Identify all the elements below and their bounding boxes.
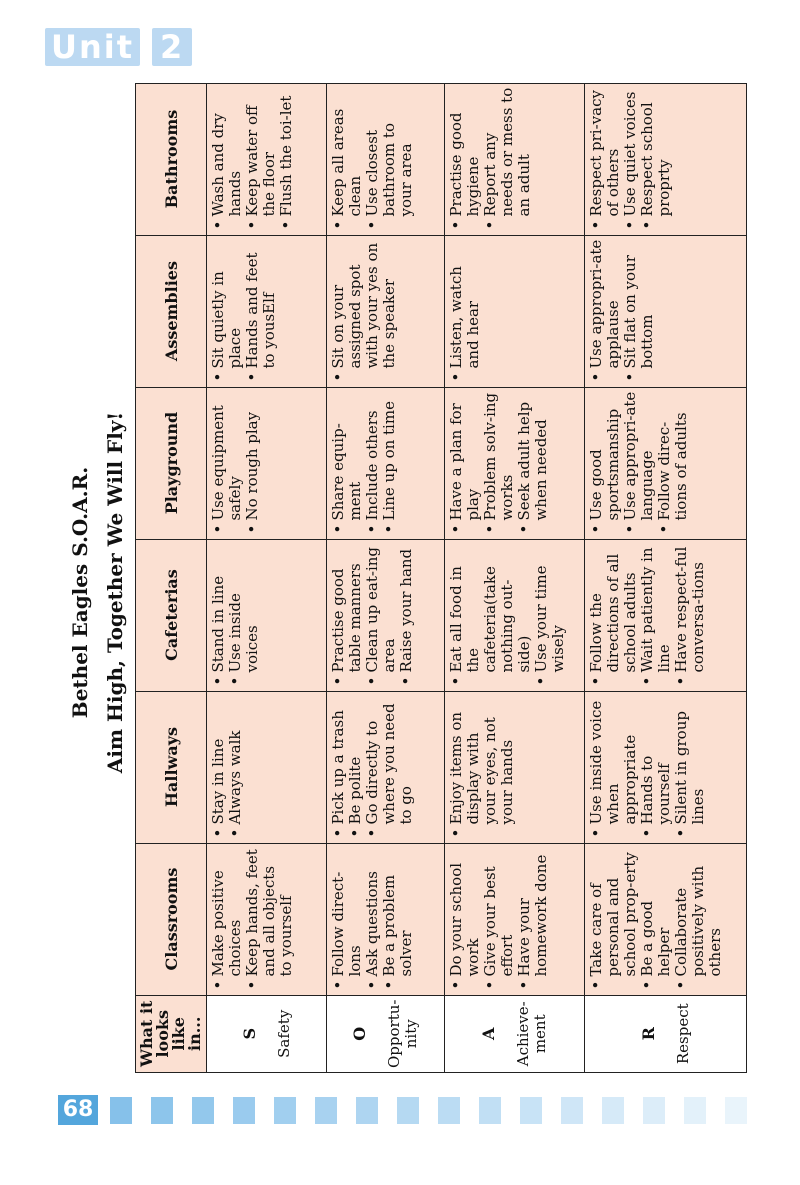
column-header-bathrooms: Bathrooms xyxy=(136,83,207,235)
bullet-item: • Use inside voice when appropriate xyxy=(588,696,639,825)
table-cell xyxy=(327,83,445,235)
bullet-list xyxy=(210,848,295,991)
row-letter: O xyxy=(350,1026,369,1041)
column-header-hallways: Hallways xyxy=(136,691,207,843)
bullet-list xyxy=(448,848,550,991)
bullet-list xyxy=(210,240,278,383)
row-header xyxy=(445,995,585,1072)
table-cell xyxy=(585,691,747,843)
bullet-item: • Give your best effort xyxy=(482,848,516,977)
bullet-item: • Use quiet voices xyxy=(622,88,639,217)
bullet-item: • Enjoy items on display with your eyes, not your hands xyxy=(448,696,516,825)
bullet-item: • Seek adult help when needed xyxy=(516,392,550,521)
row-header xyxy=(207,995,327,1072)
row-letter: R xyxy=(638,1027,658,1041)
unit-number: 2 xyxy=(152,28,192,66)
bullet-list xyxy=(448,544,567,687)
page-title: Bethel Eagles S.O.A.R. xyxy=(68,466,92,719)
table-cell xyxy=(445,235,585,387)
bullet-list xyxy=(330,848,415,991)
bullet-item: • Pick up a trash xyxy=(330,696,347,825)
decorative-square xyxy=(233,1097,255,1124)
bullet-item: • Ask questions xyxy=(364,848,381,977)
bullet-item: • Do your school work xyxy=(448,848,482,977)
table-cell xyxy=(207,235,327,387)
table-cell xyxy=(445,83,585,235)
bullet-item: • Keep water off the floor xyxy=(244,88,278,217)
decorative-square xyxy=(151,1097,173,1124)
bullet-item: • Include others xyxy=(364,392,381,521)
decorative-square xyxy=(520,1097,542,1124)
bullet-list xyxy=(448,696,516,839)
corner-line-1: What it xyxy=(137,1000,156,1067)
bullet-item: • Have your homework done xyxy=(516,848,550,977)
row-letter: S xyxy=(239,1027,259,1040)
row-opportunity xyxy=(327,83,445,1072)
bullet-item: • Sit flat on your bottom xyxy=(622,240,656,369)
bullet-list xyxy=(588,392,690,535)
soar-table xyxy=(135,83,747,1073)
bullet-list xyxy=(210,696,244,839)
bullet-item: • Use your time wisely xyxy=(533,544,567,673)
bullet-item: • Practise good hygiene xyxy=(448,88,482,217)
bullet-item: • Clean up eat-ing area xyxy=(364,544,398,673)
bullet-item: • Use good sportsmanship xyxy=(588,392,622,521)
bullet-item: • Take care of personal and school prop-erty xyxy=(588,848,639,977)
bullet-item: • Be polite xyxy=(347,696,364,825)
bullet-item: • Use appropri-ate language xyxy=(622,392,656,521)
row-achievement xyxy=(445,83,585,1072)
bullet-list xyxy=(588,544,707,687)
row-word: Safety xyxy=(274,1009,293,1058)
bullet-list xyxy=(588,240,656,383)
bullet-item: • No rough play xyxy=(244,392,261,521)
bullet-list xyxy=(448,392,550,535)
row-header xyxy=(585,995,747,1072)
decorative-square xyxy=(725,1097,747,1124)
table-cell xyxy=(207,843,327,995)
bullet-item: • Hands and feet to yousElf xyxy=(244,240,278,369)
bullet-item: • Have respect-ful conversa-tions xyxy=(673,544,707,673)
bullet-list xyxy=(330,392,398,535)
bullet-list xyxy=(448,88,533,231)
decorative-square xyxy=(274,1097,296,1124)
decorative-square xyxy=(110,1097,132,1124)
bullet-list xyxy=(210,88,295,231)
table-cell xyxy=(327,235,445,387)
decorative-square xyxy=(438,1097,460,1124)
table-cell xyxy=(445,843,585,995)
table-cell xyxy=(327,691,445,843)
decorative-square xyxy=(602,1097,624,1124)
bullet-item: • Be a problem solver xyxy=(381,848,415,977)
bullet-item: • Stand in line xyxy=(210,544,227,673)
table-cell xyxy=(585,235,747,387)
row-respect xyxy=(585,83,747,1072)
row-word: ment xyxy=(531,1014,549,1054)
corner-line-3: like in... xyxy=(169,1016,204,1051)
bullet-item: • Silent in group lines xyxy=(673,696,707,825)
table-cell xyxy=(585,539,747,691)
bullet-list xyxy=(588,696,707,839)
table-cell xyxy=(327,387,445,539)
bullet-item: • Follow direct-lons xyxy=(330,848,364,977)
table-cell xyxy=(445,539,585,691)
decorative-square xyxy=(479,1097,501,1124)
bullet-item: • Go directly to where you need to go xyxy=(364,696,415,825)
table-cell xyxy=(327,539,445,691)
bullet-list xyxy=(330,240,398,383)
bullet-item: • Be a good helper xyxy=(639,848,673,977)
bullet-item: • Use equipment safely xyxy=(210,392,244,521)
bullet-item: • Practise good table manners xyxy=(330,544,364,673)
page-number: 68 xyxy=(58,1095,98,1125)
bullet-list xyxy=(210,392,261,535)
bullet-list xyxy=(210,544,261,687)
header-row xyxy=(136,83,207,1072)
bullet-item: • Problem solv-ing works xyxy=(482,392,516,521)
row-word: nity xyxy=(402,1019,420,1049)
bullet-list xyxy=(330,544,415,687)
bullet-item: • Use closest bathroom to your area xyxy=(364,88,415,217)
table-cell xyxy=(585,843,747,995)
bullet-item: • Sit quietly in place xyxy=(210,240,244,369)
bullet-item: • Flush the toi-let xyxy=(278,88,295,217)
row-word: Achieve- xyxy=(514,1001,532,1067)
bullet-item: • Always walk xyxy=(227,696,244,825)
bullet-item: • Collaborate positively with others xyxy=(673,848,724,977)
bullet-list xyxy=(588,848,724,991)
decorative-square xyxy=(684,1097,706,1124)
bullet-list xyxy=(588,88,673,231)
bullet-list xyxy=(330,88,415,231)
table-cell xyxy=(207,691,327,843)
bullet-item: • Line up on time xyxy=(381,392,398,521)
table-cell xyxy=(207,83,327,235)
bullet-item: • Wash and dry hands xyxy=(210,88,244,217)
bullet-item: • Share equip-ment xyxy=(330,392,364,521)
bullet-item: • Respect school proprty xyxy=(639,88,673,217)
bullet-item: • Listen, watch and hear xyxy=(448,240,482,369)
bullet-item: • Stay in line xyxy=(210,696,227,825)
row-header xyxy=(327,995,445,1072)
bullet-item: • Make positive choices xyxy=(210,848,244,977)
unit-word: Unit xyxy=(45,28,140,66)
corner-line-2: looks xyxy=(153,1010,172,1058)
table-cell xyxy=(445,691,585,843)
bullet-item: • Follow direc-tions of adults xyxy=(656,392,690,521)
decorative-square xyxy=(643,1097,665,1124)
page-subtitle: Aim High, Together We Will Fly! xyxy=(103,411,127,774)
bullet-item: • Respect pri-vacy of others xyxy=(588,88,622,217)
bullet-item: • Keep all areas clean xyxy=(330,88,364,217)
column-header-playground: Playground xyxy=(136,387,207,539)
table-cell xyxy=(207,539,327,691)
bullet-list xyxy=(448,240,482,383)
row-word: Respect xyxy=(673,1003,692,1065)
bullet-item: • Eat all food in the cafeteria(take nothing out-side) xyxy=(448,544,533,673)
decorative-square xyxy=(397,1097,419,1124)
table-cell xyxy=(585,83,747,235)
column-header-assemblies: Assemblies xyxy=(136,235,207,387)
column-header-classrooms: Classrooms xyxy=(136,843,207,995)
bullet-item: • Have a plan for play xyxy=(448,392,482,521)
decorative-square xyxy=(315,1097,337,1124)
decorative-square xyxy=(356,1097,378,1124)
table-cell xyxy=(207,387,327,539)
bullet-item: • Hands to yourself xyxy=(639,696,673,825)
decorative-square xyxy=(561,1097,583,1124)
row-safety xyxy=(207,83,327,1072)
table-cell xyxy=(327,843,445,995)
corner-header xyxy=(136,995,207,1072)
bullet-item: • Wait patiently in line xyxy=(639,544,673,673)
row-letter: A xyxy=(479,1027,498,1040)
bullet-item: • Keep hands, feet and all objects to yourself xyxy=(244,848,295,977)
bullet-item: • Raise your hand xyxy=(398,544,415,673)
table-cell xyxy=(445,387,585,539)
row-word: Opportu- xyxy=(385,999,403,1068)
bullet-item: • Sit on your assigned spot with your yes on the speaker xyxy=(330,240,398,369)
bullet-item: • Report any needs or mess to an adult xyxy=(482,88,533,217)
bullet-item: • Use appropri-ate applause xyxy=(588,240,622,369)
column-header-cafeterias: Cafeterias xyxy=(136,539,207,691)
table-cell xyxy=(585,387,747,539)
decorative-square xyxy=(192,1097,214,1124)
bullet-list xyxy=(330,696,415,839)
bullet-item: • Use inside voices xyxy=(227,544,261,673)
bullet-item: • Follow the directions of all school adults xyxy=(588,544,639,673)
